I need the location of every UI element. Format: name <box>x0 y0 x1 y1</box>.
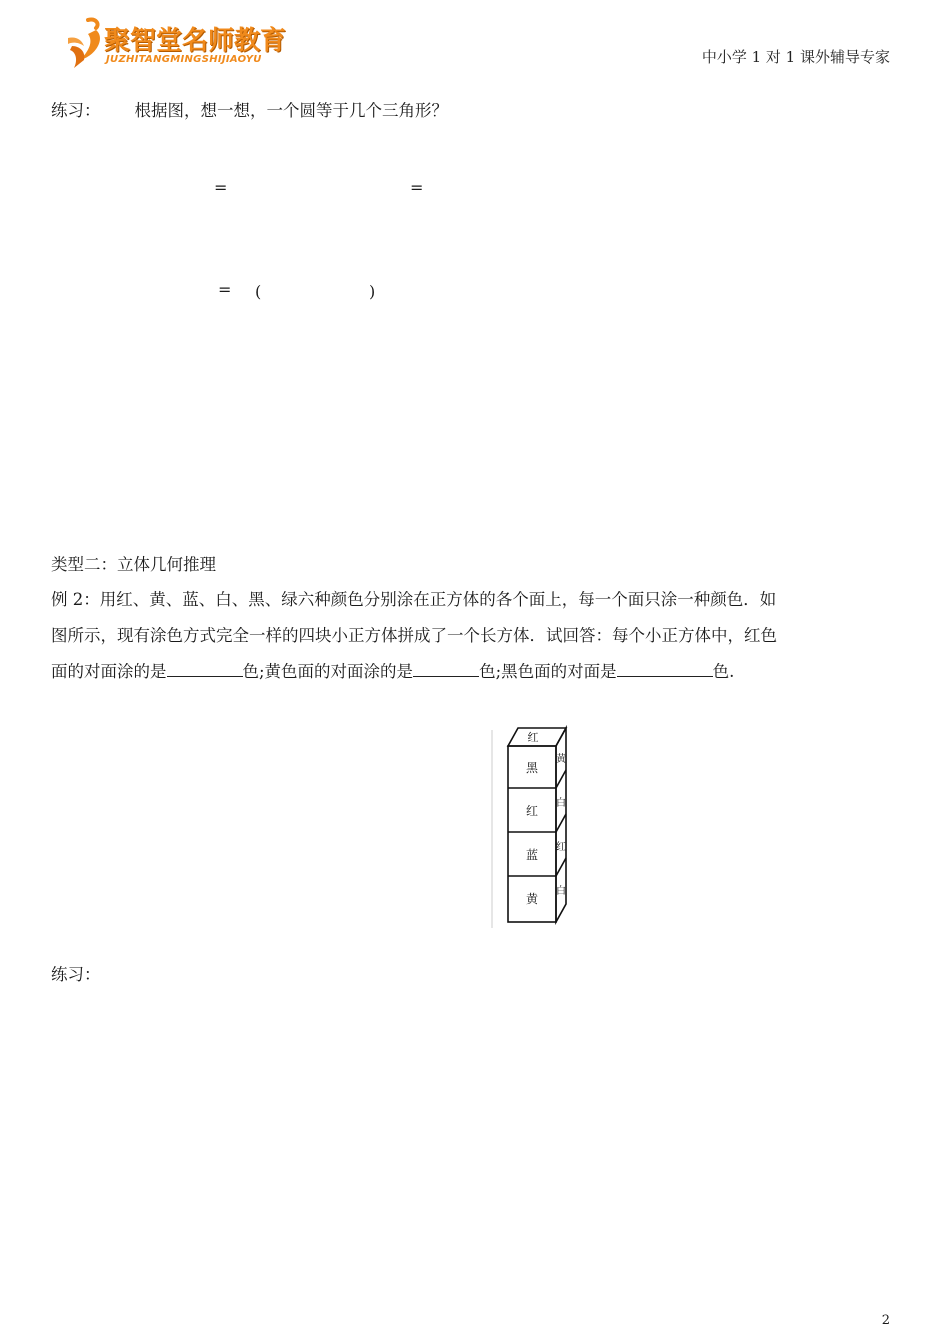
answer-blank-black-opposite[interactable] <box>617 662 713 677</box>
equals-sign-1: = <box>214 178 228 197</box>
exercise1-label: 练习： <box>51 101 101 120</box>
cube-front-label-3: 蓝 <box>525 848 539 862</box>
cube-side-label-3: 红 <box>556 842 566 853</box>
exercise1-line <box>51 97 448 121</box>
brand-logo <box>66 16 287 74</box>
equals-sign-3: = <box>218 280 232 299</box>
cube-side-label-4: 白 <box>556 886 566 897</box>
section-title: 类型二：立体几何推理 <box>51 555 216 574</box>
answer-paren-close: ) <box>369 282 376 301</box>
example2-paragraph <box>51 582 896 690</box>
cube-side-label-1: 黄 <box>556 754 566 765</box>
cube-stack-figure <box>486 722 582 938</box>
example2-line3: 面的对面涂的是 色;黄色面的对面涂的是 色;黑色面的对面是 色. <box>51 662 735 681</box>
cube-front-label-2: 红 <box>525 804 539 818</box>
logo-title: 聚智堂名师教育 <box>104 26 287 56</box>
equals-sign-2: = <box>410 178 424 197</box>
example2-line1: 例 2：用红、黄、蓝、白、黑、绿六种颜色分别涂在正方体的各个面上，每一个面只涂一种颜色．如 <box>51 590 777 609</box>
exercise2-label: 练习： <box>51 965 101 984</box>
cube-top-label: 红 <box>527 731 539 744</box>
answer-blank-yellow-opposite[interactable] <box>413 662 479 677</box>
page-number: 2 <box>881 1313 890 1328</box>
answer-blank-red-opposite[interactable] <box>167 662 243 677</box>
cube-side-label-2: 白 <box>556 798 566 809</box>
cube-front-label-1: 黑 <box>525 761 539 775</box>
logo-subtitle: JUZHITANGMINGSHIJIAOYU <box>106 54 262 65</box>
exercise1-question: 根据图，想一想，一个圆等于几个三角形？ <box>134 101 448 120</box>
example2-line2: 图所示，现有涂色方式完全一样的四块小正方体拼成了一个长方体．试回答：每个小正方体中，红色 <box>51 626 777 645</box>
cube-front-label-4: 黄 <box>525 892 539 906</box>
answer-paren-open: ( <box>255 282 262 301</box>
header-tagline: 中小学 1 对 1 课外辅导专家 <box>701 48 890 66</box>
